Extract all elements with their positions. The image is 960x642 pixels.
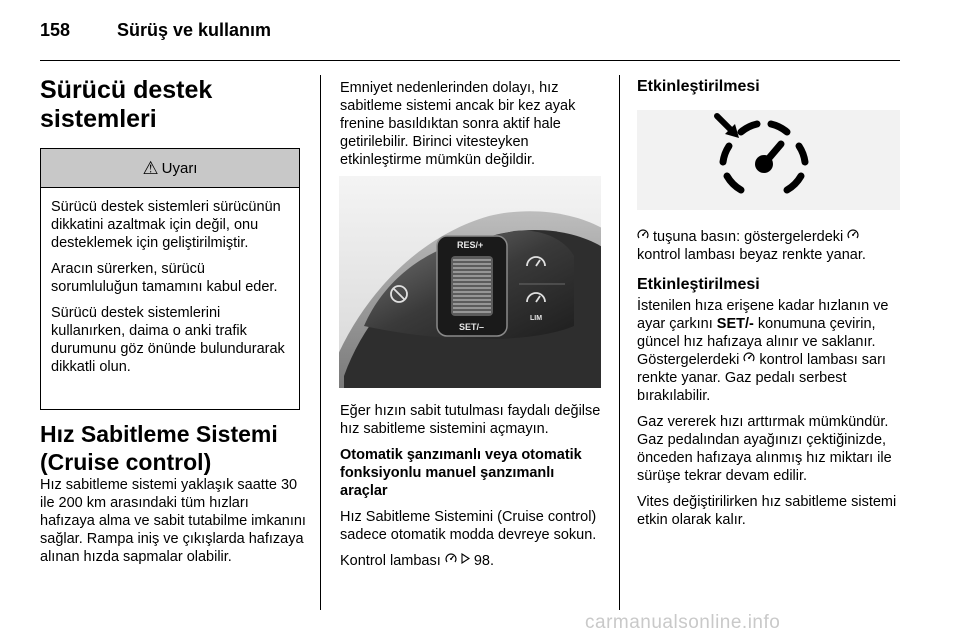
page-reference-icon (461, 552, 470, 570)
section-title: Sürücü destek sistemleri (40, 76, 213, 133)
steering-wheel-controls-photo (339, 176, 601, 388)
warning-header (41, 149, 299, 188)
lamp-reference: Kontrol lambası 98. (340, 553, 495, 569)
cruise-intro-text: Hız sabitleme sistemi yaklaşık saatte 30 ile 200 km arasındaki tüm hızları hafızaya alma ve sabit tutabilme imkanını sağlar. Rampa iniş ve çıkışlarda hafızaya alınan hızda sapmalar olabilir. (40, 477, 306, 565)
paragraph: Eğer hızın sabit tutulması faydalı değilse hız sabitleme sistemini açmayın. (340, 403, 601, 437)
warning-label: Uyarı (161, 159, 198, 177)
set-speed-paragraph: İstenilen hıza erişene kadar hızlanın ve ayar çarkını SET/- konumuna çevirin, güncel hız hafızaya alınır ve saklanır. Göstergelerdeki kontrol lambası sarı renkte yanar. Gaz pedalı serbest bırakılabilir. (637, 298, 889, 404)
cruise-control-icon (743, 351, 755, 369)
chapter-title: Sürüş ve kullanım (117, 20, 272, 40)
safety-text: Emniyet nedenlerinden dolayı, hız sabitleme sistemi ancak bir kez ayak frenine basıldıktan sonra aktif hale getirilebilir. Birinci vitesteyken etkinleştirme mümkün değildir. (340, 80, 576, 168)
watermark: carmanualsonline.info (585, 612, 781, 633)
column-divider (320, 75, 321, 610)
warning-paragraph: Sürücü destek sistemlerini kullanırken, daima o anki trafik durumunu göz önünde bulundurarak dikkatli olun. (51, 305, 285, 375)
warning-body (41, 188, 299, 376)
cruise-control-icon (637, 228, 649, 246)
activation-title: Etkinleştirilmesi (637, 78, 760, 95)
warning-box (40, 148, 300, 410)
paragraph: Gaz vererek hızı arttırmak mümkündür. Gaz pedalından ayağınızı çektiğinizde, önceden hafızaya alınmış hız miktarı ile sürüşe tekrar devam edilir. (637, 414, 892, 484)
res-label: RES/+ (457, 240, 484, 250)
warning-paragraph: Sürücü destek sistemleri sürücünün dikkatini azaltmak için değil, onu desteklemek için geliştirilmiştir. (51, 199, 281, 251)
paragraph: Hız Sabitleme Sistemini (Cruise control) sadece otomatik modda devreye sokun. (340, 509, 597, 543)
cruise-control-icon (445, 552, 457, 570)
set-label: SET/– (459, 322, 485, 332)
cruise-control-icon (637, 110, 900, 210)
steering-wheel-photo-graphic (339, 176, 601, 388)
col3-lower-text (637, 297, 905, 537)
page-number: 158 (40, 20, 71, 40)
activation-title-2: Etkinleştirilmesi (637, 276, 760, 293)
warning-paragraph: Aracın sürerken, sürücü sorumluluğun tamamını kabul eder. (51, 261, 278, 295)
cruise-control-icon (847, 228, 859, 246)
col2-lower-text (340, 402, 604, 578)
lim-label: LIM (530, 315, 543, 322)
bold-heading: Otomatik şanzımanlı veya otomatik fonksiyonlu manuel şanzımanlı araçlar (340, 447, 582, 499)
paragraph: Vites değiştirilirken hız sabitleme sistemi etkin olarak kalır. (637, 494, 897, 528)
cruise-control-icon-box (637, 110, 900, 210)
press-button-text: tuşuna basın: göstergelerdeki kontrol lambası beyaz renkte yanar. (637, 229, 866, 263)
cruise-control-heading: Hız Sabitleme Sistemi (Cruise control) (40, 421, 278, 475)
warning-triangle-icon: ⚠ (142, 157, 159, 178)
column-divider (619, 75, 620, 610)
header-rule (40, 60, 900, 61)
